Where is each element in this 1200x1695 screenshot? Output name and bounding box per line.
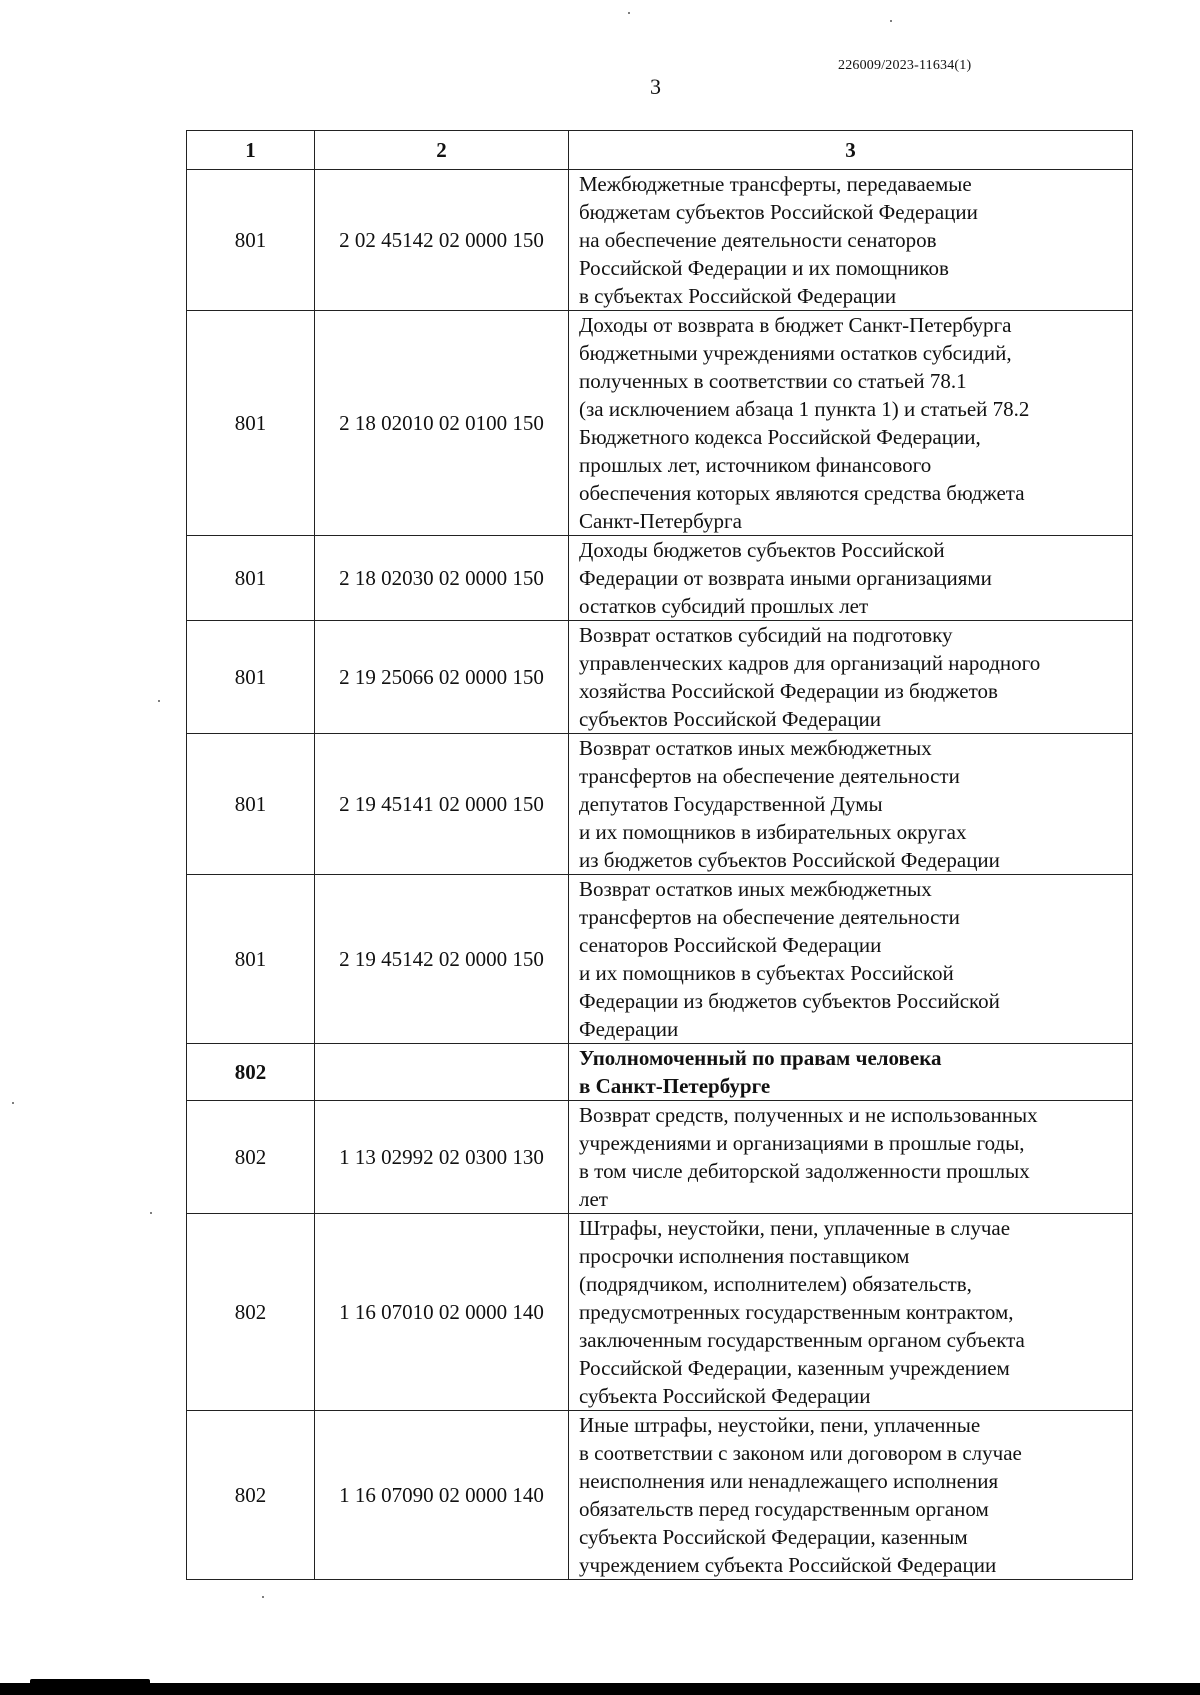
table-row — [187, 170, 1133, 311]
scan-speck — [12, 1102, 14, 1104]
table-row — [187, 621, 1133, 734]
admin-code-cell: 801 — [187, 311, 315, 536]
page-number: 3 — [650, 74, 661, 99]
document-registration-number: 226009/2023-11634(1) — [838, 58, 972, 73]
revenue-code-cell: 2 02 45142 02 0000 150 — [315, 170, 569, 311]
revenue-code-cell: 2 19 45141 02 0000 150 — [315, 734, 569, 875]
admin-code-cell: 802 — [187, 1101, 315, 1214]
description-cell: Возврат остатков субсидий на подготовку управленческих кадров для организаций народного хозяйства Российской Федерации из бюджетов субъектов Российской Федерации — [569, 621, 1133, 734]
description-cell: Возврат остатков иных межбюджетных трансфертов на обеспечение деятельности сенаторов Российской Федерации и их помощников в субъектах Российской Федерации из бюджетов субъектов Российской Федерации — [569, 875, 1133, 1044]
revenue-code-cell: 2 18 02030 02 0000 150 — [315, 536, 569, 621]
table-row — [187, 734, 1133, 875]
description-cell: Доходы бюджетов субъектов Российской Федерации от возврата иными организациями остатков субсидий прошлых лет — [569, 536, 1133, 621]
section-heading-cell: Уполномоченный по правам человека в Санкт-Петербурге — [569, 1044, 1133, 1101]
admin-code-cell: 801 — [187, 875, 315, 1044]
scan-bottom-border — [0, 1683, 1200, 1695]
admin-code-cell: 801 — [187, 536, 315, 621]
table-row — [187, 875, 1133, 1044]
revenue-code-cell: 1 16 07090 02 0000 140 — [315, 1411, 569, 1580]
table-row — [187, 311, 1133, 536]
revenue-code-cell: 2 18 02010 02 0100 150 — [315, 311, 569, 536]
table-row — [187, 1411, 1133, 1580]
table-header-row — [187, 131, 1133, 170]
description-cell: Возврат остатков иных межбюджетных трансфертов на обеспечение деятельности депутатов Государственной Думы и их помощников в избирательных округах из бюджетов субъектов Российской Федерации — [569, 734, 1133, 875]
scan-speck — [158, 700, 160, 702]
column-header-2: 2 — [315, 131, 569, 170]
description-cell: Доходы от возврата в бюджет Санкт-Петербурга бюджетными учреждениями остатков субсидий, полученных в соответствии со статьей 78.1 (за исключением абзаца 1 пункта 1) и статьей 78.2 Бюджетного кодекса Российской Федерации, прошлых лет, источником финансового обеспечения которых являются средства бюджета Санкт-Петербурга — [569, 311, 1133, 536]
revenue-codes-table — [186, 130, 1133, 1580]
description-cell: Возврат средств, полученных и не использованных учреждениями и организациями в прошлые годы, в том числе дебиторской задолженности прошлых лет — [569, 1101, 1133, 1214]
scan-speck — [150, 1212, 152, 1214]
revenue-code-cell: 2 19 45142 02 0000 150 — [315, 875, 569, 1044]
table-row — [187, 1101, 1133, 1214]
description-cell: Штрафы, неустойки, пени, уплаченные в случае просрочки исполнения поставщиком (подрядчиком, исполнителем) обязательств, предусмотренных государственным контрактом, заключенным государственным органом субъекта Российской Федерации, казенным учреждением субъекта Российской Федерации — [569, 1214, 1133, 1411]
description-cell: Иные штрафы, неустойки, пени, уплаченные в соответствии с законом или договором в случае неисполнения или ненадлежащего исполнения обязательств перед государственным органом субъекта Российской Федерации, казенным учреждением субъекта Российской Федерации — [569, 1411, 1133, 1580]
table-row — [187, 536, 1133, 621]
revenue-code-cell: 1 13 02992 02 0300 130 — [315, 1101, 569, 1214]
scan-speck — [262, 1596, 264, 1598]
admin-code-cell: 802 — [187, 1044, 315, 1101]
admin-code-cell: 801 — [187, 734, 315, 875]
admin-code-cell: 802 — [187, 1411, 315, 1580]
admin-code-cell: 801 — [187, 170, 315, 311]
scan-speck — [628, 12, 630, 14]
section-heading-row — [187, 1044, 1133, 1101]
revenue-code-cell: 2 19 25066 02 0000 150 — [315, 621, 569, 734]
admin-code-cell: 802 — [187, 1214, 315, 1411]
revenue-code-cell: 1 16 07010 02 0000 140 — [315, 1214, 569, 1411]
revenue-code-cell — [315, 1044, 569, 1101]
description-cell: Межбюджетные трансферты, передаваемые бюджетам субъектов Российской Федерации на обеспечение деятельности сенаторов Российской Федерации и их помощников в субъектах Российской Федерации — [569, 170, 1133, 311]
admin-code-cell: 801 — [187, 621, 315, 734]
scan-speck — [890, 20, 892, 22]
column-header-1: 1 — [187, 131, 315, 170]
table-row — [187, 1214, 1133, 1411]
column-header-3: 3 — [569, 131, 1133, 170]
